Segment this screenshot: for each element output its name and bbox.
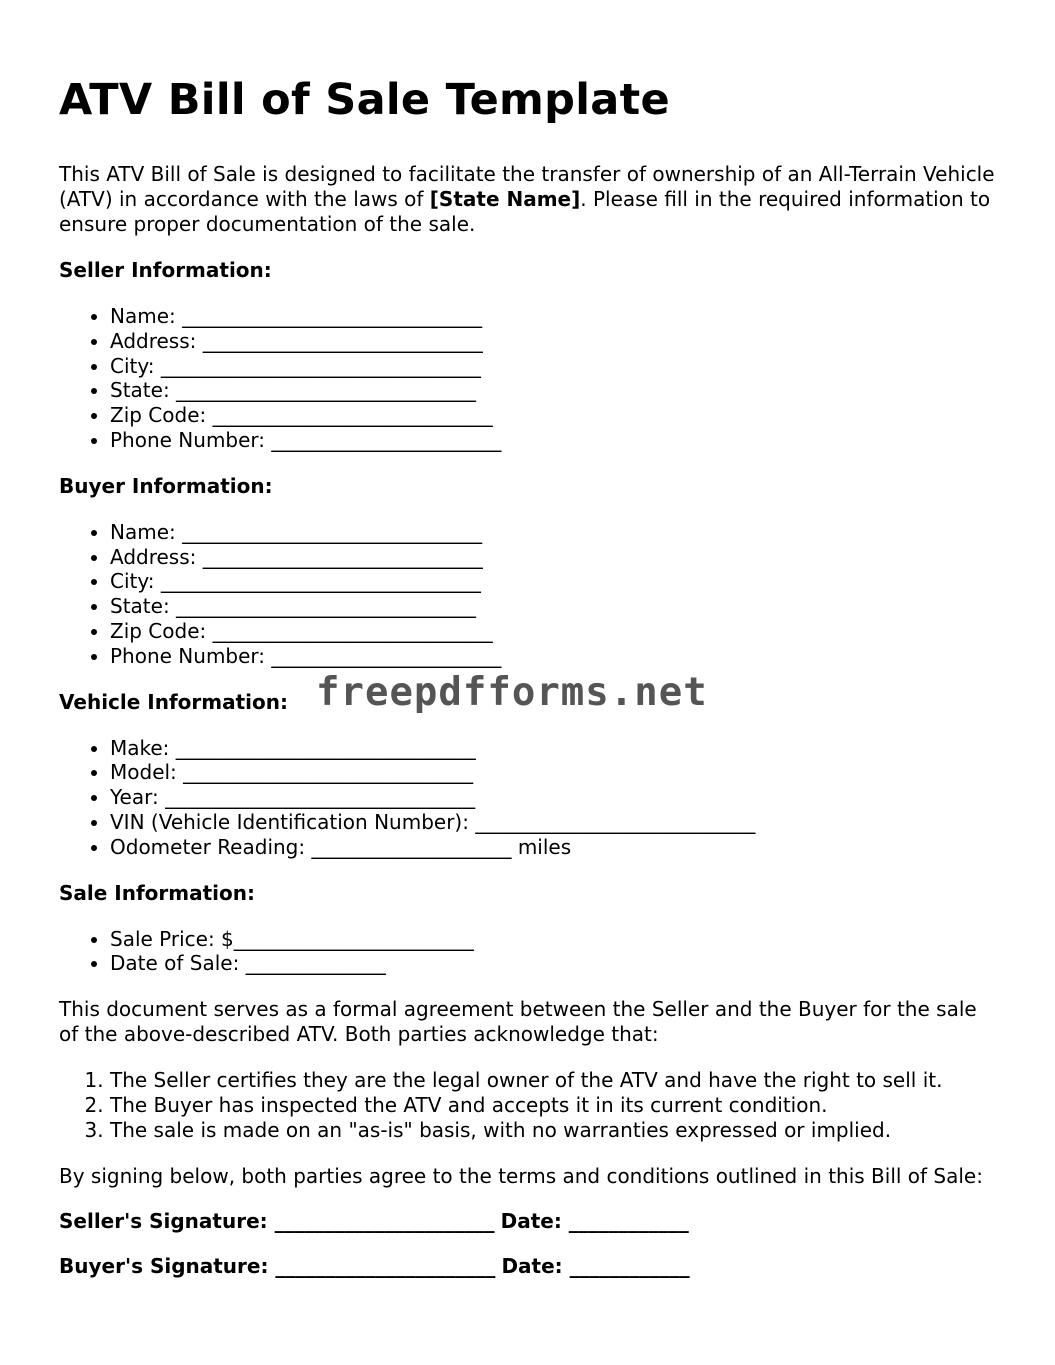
watermark-text: freepdfforms.net [316,669,708,715]
sale-fields [59,927,999,977]
buyer-heading: Buyer Information: [59,473,273,498]
agreement-paragraph: This document serves as a formal agreement between the Seller and the Buyer for the sale of the above-described ATV. Both parties acknowledge that: [59,997,977,1047]
seller-address-field[interactable]: • Address: ____________________________ [110,329,999,354]
seller-name-field[interactable]: • Name: ______________________________ [110,304,999,329]
intro-text-before: This ATV Bill of Sale is designed to facilitate the transfer of ownership of an All-Terrain Vehicle (ATV) in accordance with the laws of [59,162,995,211]
intro-paragraph [59,162,999,237]
seller-fields [59,304,999,453]
vehicle-make-field[interactable]: • Make: ______________________________ [110,736,999,761]
buyer-phone-field[interactable]: • Phone Number: _______________________ [110,644,999,669]
vehicle-year-field[interactable]: • Year: _______________________________ [110,785,999,810]
term-item: 1. The Seller certifies they are the legal owner of the ATV and have the right to sell it. [110,1068,999,1093]
document-title: ATV Bill of Sale Template [59,75,670,125]
buyer-signature-field[interactable]: Buyer's Signature: ______________________ [59,1253,496,1278]
buyer-city-field[interactable]: • City: ________________________________ [110,569,999,594]
vehicle-odometer-field[interactable]: • Odometer Reading: ____________________ miles [110,835,999,860]
seller-signature-row [59,1209,999,1234]
document-page [59,72,999,1279]
buyer-date-field[interactable]: Date: ____________ [501,1253,690,1278]
buyer-fields [59,520,999,669]
state-name-placeholder: [State Name] [429,187,581,211]
terms-list [59,1068,999,1142]
intro-text-after: . Please fill in the required information to ensure proper documentation of the sale. [59,187,991,236]
seller-date-field[interactable]: Date: ____________ [500,1208,689,1233]
buyer-signature-row [59,1254,999,1279]
vehicle-fields [59,736,999,860]
seller-state-field[interactable]: • State: ______________________________ [110,378,999,403]
term-item: 3. The sale is made on an "as-is" basis, with no warranties expressed or implied. [110,1118,999,1143]
vehicle-heading-row [59,669,999,715]
seller-phone-field[interactable]: • Phone Number: _______________________ [110,428,999,453]
seller-city-field[interactable]: • City: ________________________________ [110,354,999,379]
term-item: 2. The Buyer has inspected the ATV and accepts it in its current condition. [110,1093,999,1118]
vehicle-model-field[interactable]: • Model: _____________________________ [110,760,999,785]
sale-heading: Sale Information: [59,880,255,905]
buyer-zip-field[interactable]: • Zip Code: ____________________________ [110,619,999,644]
seller-heading: Seller Information: [59,258,272,282]
buyer-state-field[interactable]: • State: ______________________________ [110,594,999,619]
vehicle-heading: Vehicle Information: [59,689,288,714]
closing-paragraph: By signing below, both parties agree to the terms and conditions outlined in this Bill of Sale: [59,1163,983,1188]
buyer-address-field[interactable]: • Address: ____________________________ [110,545,999,570]
buyer-name-field[interactable]: • Name: ______________________________ [110,520,999,545]
sale-date-field[interactable]: • Date of Sale: ______________ [110,951,999,976]
seller-zip-field[interactable]: • Zip Code: ____________________________ [110,403,999,428]
vehicle-vin-field[interactable]: • VIN (Vehicle Identification Number): ____________________________ [110,810,999,835]
sale-price-field[interactable]: • Sale Price: $________________________ [110,927,999,952]
seller-signature-field[interactable]: Seller's Signature: ______________________ [59,1208,495,1233]
